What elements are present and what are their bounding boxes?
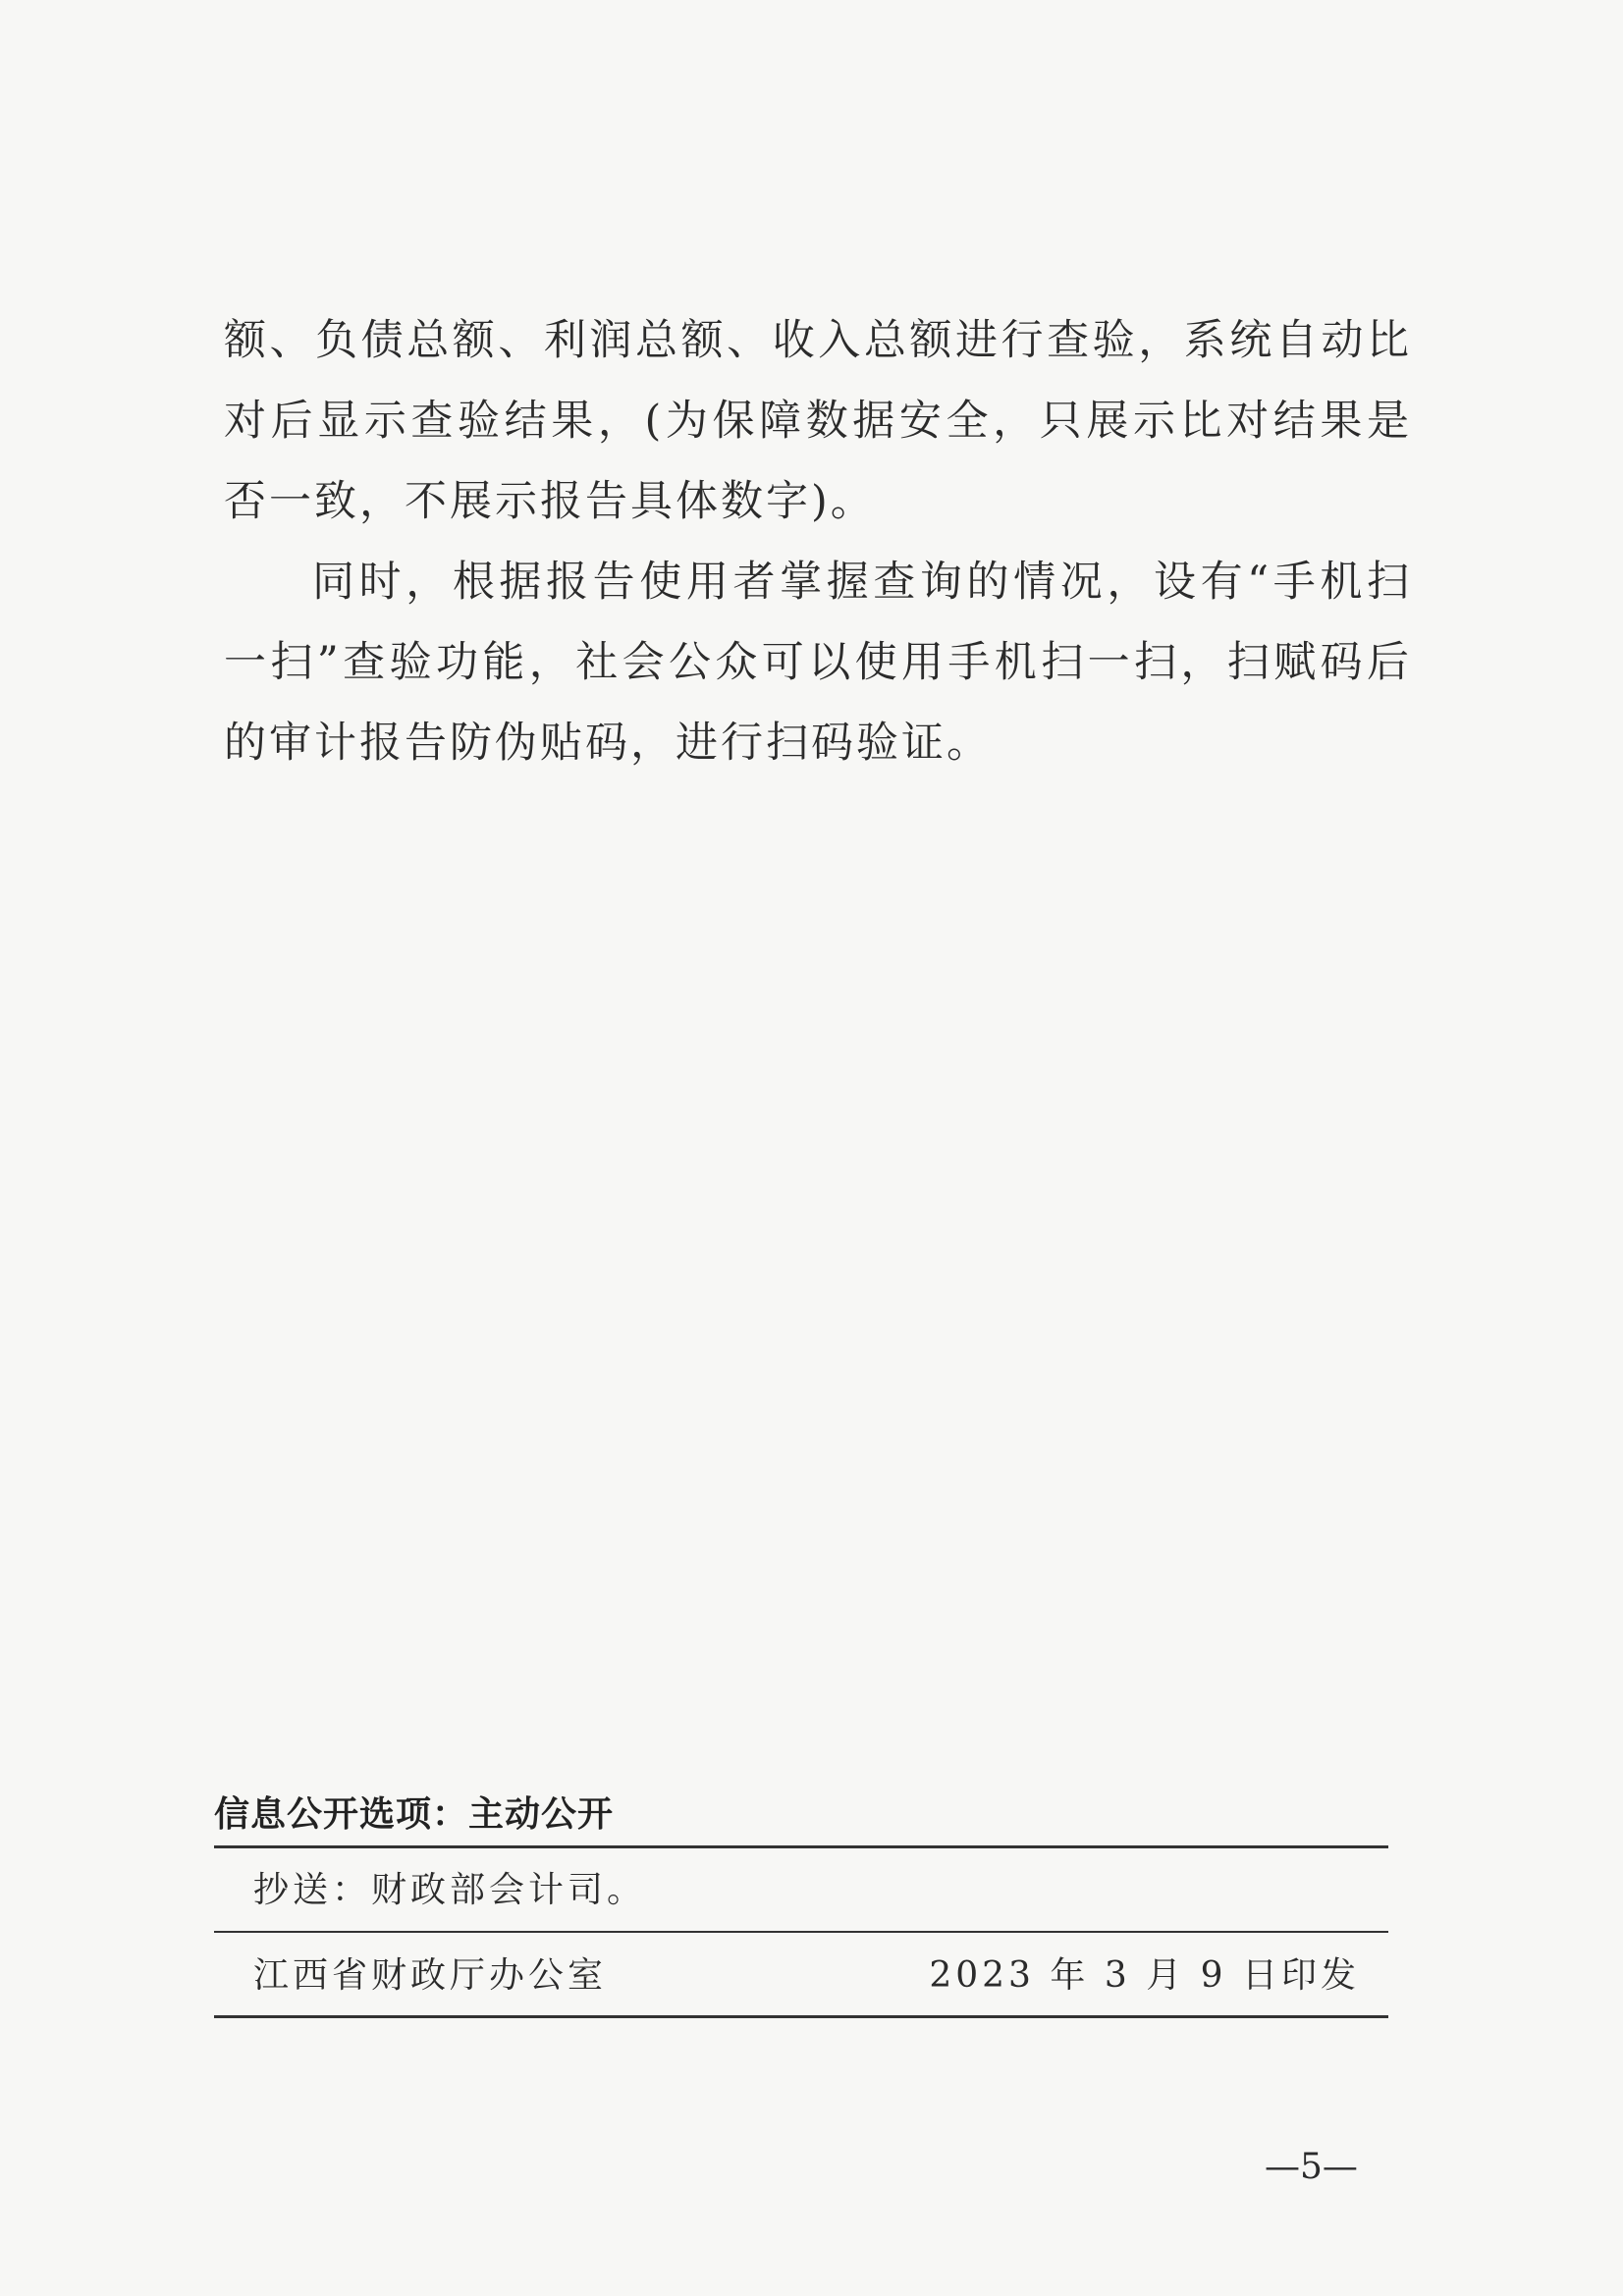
cc-recipients: 抄送：财政部会计司。 [253,1870,647,1910]
body-paragraph-continued: 额、负债总额、利润总额、收入总额进行查验，系统自动比对后显示查验结果，(为保障数据安全，只展示比对结果是否一致，不展示报告具体数字)。 [224,316,1412,526]
issue-date: 2023 年 3 月 9 日印发 [929,1955,1360,1996]
body-text [224,300,1412,783]
issuing-office: 江西省财政厅办公室 [253,1955,608,1996]
disclosure-option: 信息公开选项：主动公开 [214,1794,615,1835]
page-number: —5— [1265,2147,1358,2187]
divider-bottom [214,2015,1388,2018]
divider-top [214,1845,1388,1848]
divider-middle [214,1931,1388,1933]
body-paragraph-scan-verification: 同时，根据报告使用者掌握查询的情况，设有“手机扫一扫”查验功能，社会公众可以使用手机扫一扫，扫赋码后的审计报告防伪贴码，进行扫码验证。 [224,558,1412,768]
